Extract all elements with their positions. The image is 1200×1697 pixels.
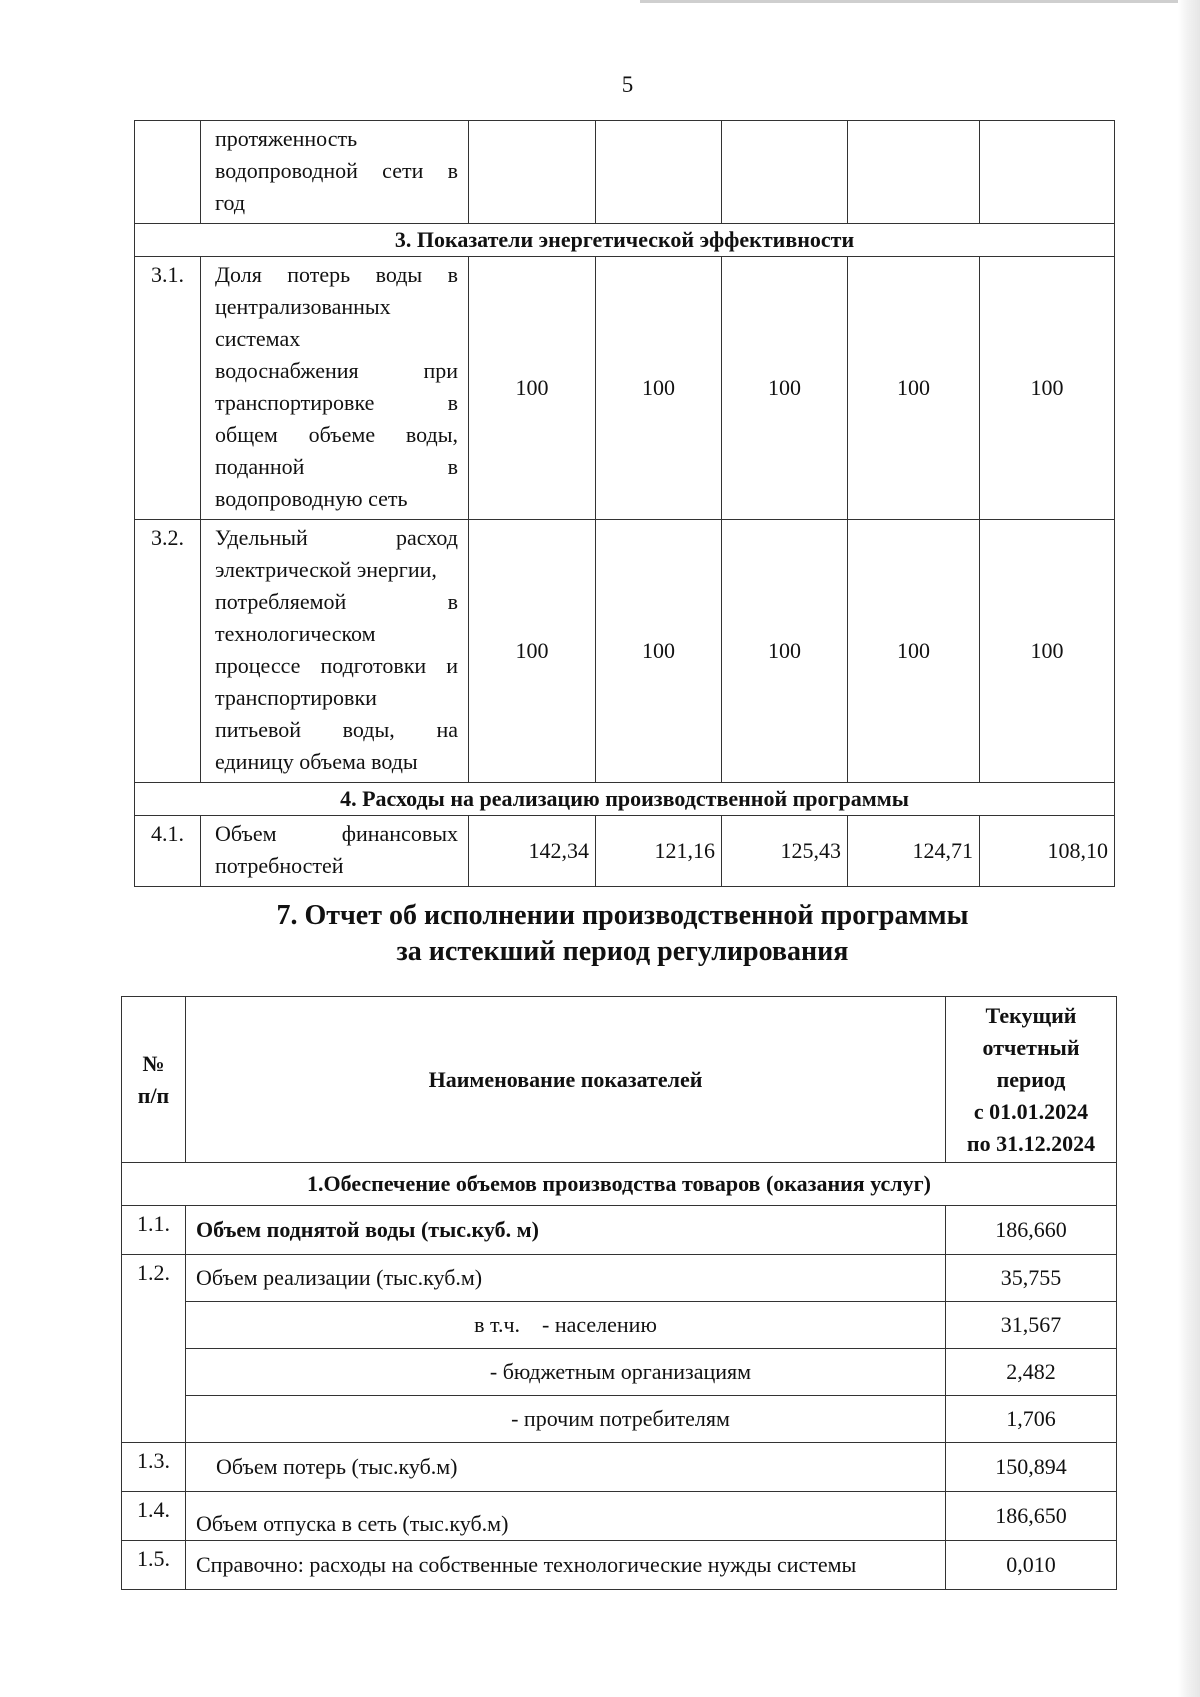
value-cell: 35,755 [946,1255,1117,1302]
value-cell: 142,34 [469,816,596,887]
table-row [122,1255,1117,1302]
row-number: 1.3. [122,1443,186,1492]
value-cell: 121,16 [596,816,722,887]
report-table [121,996,1117,1590]
section-title: 3. Показатели энергетической эффективности [135,224,1115,257]
row-number: 3.1. [135,257,201,520]
value-cell: 150,894 [946,1443,1117,1492]
indicator-name: Справочно: расходы на собственные технологические нужды системы [186,1541,946,1590]
value-cell: 125,43 [722,816,848,887]
page-edge-top [640,0,1200,3]
value-cell: 100 [469,520,596,783]
row-number: 1.4. [122,1492,186,1541]
indicators-table [134,120,1115,887]
indicator-name: Объем потерь (тыс.куб.м) [186,1443,946,1492]
header-num: № п/п [122,997,186,1163]
table-row [122,1302,1117,1349]
report-title: 7. Отчет об исполнении производственной программы за истекший период регулирования [276,900,969,967]
table-row [122,1541,1117,1590]
value-cell: 124,71 [848,816,980,887]
section-row [122,1163,1117,1206]
value-cell: 31,567 [946,1302,1117,1349]
value-cell: 186,660 [946,1206,1117,1255]
value-cell: 2,482 [946,1349,1117,1396]
indicator-name: Объем финансовых потребностей [201,816,469,887]
value-cell: 1,706 [946,1396,1117,1443]
table-row [135,520,1115,783]
row-number: 4.1. [135,816,201,887]
indicator-name: - прочим потребителям [186,1396,946,1443]
indicator-name: Доля потерь воды в централизованных системах водоснабжения при транспортировке в общем объеме воды, поданной в водопроводную сеть [201,257,469,520]
indicator-name: Объем отпуска в сеть (тыс.куб.м) [186,1492,946,1541]
table-row [135,816,1115,887]
value-cell: 100 [596,257,722,520]
value-cell: 100 [469,257,596,520]
table-row [122,1396,1117,1443]
value-cell: 100 [848,257,980,520]
indicator-name: в т.ч. - населению [186,1302,946,1349]
section-row [135,783,1115,816]
section-title: 4. Расходы на реализацию производственной программы [135,783,1115,816]
table-row [122,1492,1117,1541]
value-cell: 108,10 [980,816,1115,887]
indicator-name: - бюджетным организациям [186,1349,946,1396]
value-cell: 100 [722,520,848,783]
row-number: 3.2. [135,520,201,783]
row-number: 1.5. [122,1541,186,1590]
section-title: 1.Обеспечение объемов производства товаров (оказания услуг) [122,1163,1117,1206]
value-cell: 100 [980,520,1115,783]
table-row [135,121,1115,224]
indicator-name: Удельный расход электрической энергии, потребляемой в технологическом процессе подготовки и транспортировки питьевой воды, на единицу объема воды [201,520,469,783]
row-number: 1.2. [122,1255,186,1443]
header-period: Текущий отчетный период с 01.01.2024 по 31.12.2024 [946,997,1117,1163]
row-number: 1.1. [122,1206,186,1255]
page-number: 5 [621,72,634,97]
section-row [135,224,1115,257]
indicator-name: протяженность водопроводной сети в год [201,121,469,224]
header-name: Наименование показателей [186,997,946,1163]
value-cell: 186,650 [946,1492,1117,1541]
value-cell: 100 [722,257,848,520]
value-cell: 100 [848,520,980,783]
table-row [122,1206,1117,1255]
value-cell: 100 [596,520,722,783]
header-row [122,997,1117,1163]
table-row [122,1349,1117,1396]
indicator-name: Объем поднятой воды (тыс.куб. м) [186,1206,946,1255]
table-row [122,1443,1117,1492]
table-row [135,257,1115,520]
page-edge-shadow [1178,0,1200,1697]
indicator-name: Объем реализации (тыс.куб.м) [186,1255,946,1302]
value-cell: 100 [980,257,1115,520]
value-cell: 0,010 [946,1541,1117,1590]
row-number [135,121,201,224]
